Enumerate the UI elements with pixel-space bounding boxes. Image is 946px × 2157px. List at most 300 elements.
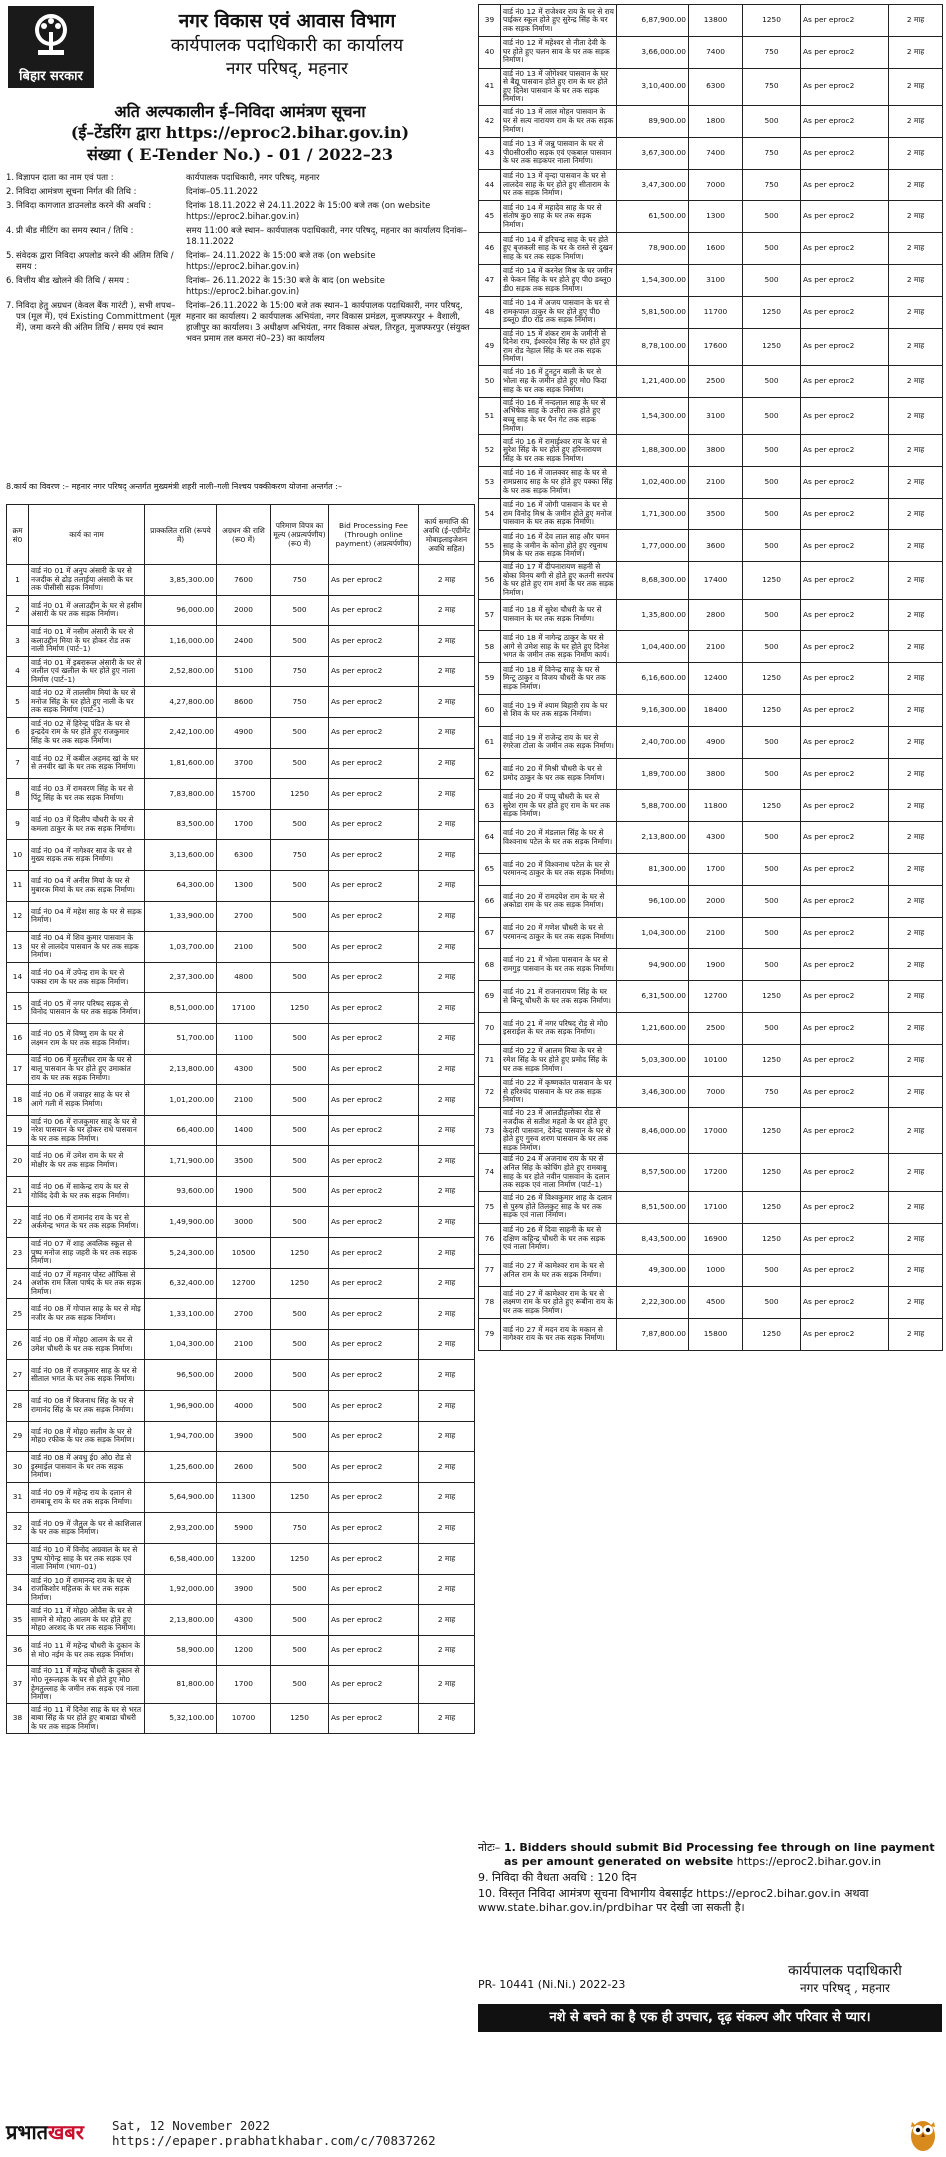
table-row — [479, 1076, 943, 1108]
cell-emd: 2500 — [689, 1013, 743, 1045]
cell-price: 500 — [743, 105, 801, 137]
cell-time: 2 माह — [889, 105, 943, 137]
cell-emd: 10100 — [689, 1044, 743, 1076]
cell-name: वार्ड नं0 11 में महेन्द्र चौधरी के दुकान के से मो0 नईम के घर तक सड़क निर्माण। — [29, 1635, 145, 1666]
cell-price: 1250 — [743, 1108, 801, 1154]
cell-price: 500 — [743, 466, 801, 498]
info-number: 7. — [6, 300, 14, 310]
table-row — [479, 1013, 943, 1045]
cell-emd: 3100 — [689, 397, 743, 434]
cell-name: वार्ड नं0 01 में अनुप अंसारी के घर से नजदीक से ढोड़ तलाईया अंसारी के घर तक पीसीसी सड़क निर्माण। — [29, 565, 145, 596]
cell-price: 500 — [271, 1146, 329, 1177]
footer-meta — [112, 2118, 436, 2148]
cell-name: वार्ड नं0 08 में अवधु ई0 ओ0 रोड से इस्माईल पासवान के घर तक सड़क निर्माण। — [29, 1452, 145, 1483]
cell-sl: 42 — [479, 105, 501, 137]
cell-sl: 32 — [7, 1513, 29, 1544]
cell-cost: 6,32,400.00 — [145, 1268, 217, 1299]
cell-bpf: As per eproc2 — [329, 1115, 419, 1146]
table-row — [479, 1108, 943, 1154]
cell-sl: 58 — [479, 631, 501, 663]
cell-name: वार्ड नं0 05 में नगर परिषद सड़क से विनोद पासवान के घर तक सड़क निर्माण। — [29, 993, 145, 1024]
info-value: दिनांक–05.11.2022 — [186, 186, 259, 196]
note-1-link[interactable]: https://eproc2.bihar.gov.in — [736, 1855, 882, 1868]
table-row — [7, 1329, 475, 1360]
cell-name: वार्ड नं0 16 में जोगी पासवान के घर से राम विनोद मिश्र के जमीन होते हुए मनोज पासवान के घर तक सड़क निर्माण। — [501, 498, 617, 530]
cell-price: 1250 — [743, 981, 801, 1013]
cell-name: वार्ड नं0 24 में अजनाथ राय के घर से अनिल सिंह के कोचिंग होते हुए रामबाबू साह के घर होते नवीन पासवान के दलान तक सड़क एवं नाला निर्माण (पार्ट–1) — [501, 1154, 617, 1191]
table-row — [7, 1115, 475, 1146]
cell-name: वार्ड नं0 27 में कामेश्वर राम के घर से लक्ष्मण राम के घर होते हुए रूबीना राय के घर तक सड़क निर्माण। — [501, 1287, 617, 1319]
cell-emd: 6300 — [689, 68, 743, 105]
cell-cost: 1,04,400.00 — [617, 631, 689, 663]
cell-cost: 64,300.00 — [145, 870, 217, 901]
cell-time: 2 माह — [889, 854, 943, 886]
cell-sl: 23 — [7, 1238, 29, 1269]
cell-bpf: As per eproc2 — [801, 201, 889, 233]
cell-price: 1250 — [743, 562, 801, 599]
table-row — [479, 68, 943, 105]
cell-emd: 7400 — [689, 36, 743, 68]
cell-name: वार्ड नं0 06 में जवाहर साह के घर से आगे गली में सड़क निर्माण। — [29, 1085, 145, 1116]
cell-emd: 2100 — [689, 466, 743, 498]
cell-sl: 31 — [7, 1482, 29, 1513]
cell-name: वार्ड नं0 20 में मिश्री चौधरी के घर से प्रमोद ठाकुर के घर तक सड़क निर्माण। — [501, 758, 617, 790]
cell-emd: 2000 — [217, 1360, 271, 1391]
cell-bpf: As per eproc2 — [801, 1287, 889, 1319]
note-1 — [478, 1841, 942, 1869]
cell-sl: 25 — [7, 1299, 29, 1330]
cell-name: वार्ड नं0 08 में मोह0 आलम के घर से उमेश चौधरी के घर तक सड़क निर्माण। — [29, 1329, 145, 1360]
cell-sl: 68 — [479, 949, 501, 981]
cell-emd: 2100 — [689, 917, 743, 949]
cell-cost: 5,88,700.00 — [617, 790, 689, 822]
cell-sl: 63 — [479, 790, 501, 822]
cell-cost: 1,71,300.00 — [617, 498, 689, 530]
cell-name: वार्ड नं0 12 में राजेश्वर राय के घर से राय पाईकर स्कूल होते हुए सुरेन्द्र सिंह के घर तक सड़क निर्माण। — [501, 5, 617, 37]
cell-sl: 26 — [7, 1329, 29, 1360]
cell-name: वार्ड नं0 10 में रामानन्द राय के घर से राजकिशोर महिलक के घर तक सड़क निर्माण। — [29, 1574, 145, 1605]
cell-bpf: As per eproc2 — [329, 1360, 419, 1391]
notice-title: अति अल्पकालीन ई–निविदा आमंत्रण सूचना — [114, 102, 366, 121]
cell-cost: 1,77,000.00 — [617, 530, 689, 562]
table-row — [7, 1513, 475, 1544]
table-row — [479, 466, 943, 498]
cell-time: 2 माह — [419, 1452, 475, 1483]
cell-time: 2 माह — [419, 748, 475, 779]
cell-cost: 1,01,200.00 — [145, 1085, 217, 1116]
cell-cost: 3,66,000.00 — [617, 36, 689, 68]
cell-bpf: As per eproc2 — [801, 397, 889, 434]
cell-price: 750 — [743, 68, 801, 105]
table-row — [479, 949, 943, 981]
cell-bpf: As per eproc2 — [329, 626, 419, 657]
info-row — [6, 250, 474, 272]
table-row — [7, 840, 475, 871]
cell-name: वार्ड नं0 10 में विनोद अग्रवाल के घर से पुष्प योगेन्द्र साह के घर तक सड़क एवं नाला निर्माण (भाग–01) — [29, 1544, 145, 1575]
cell-bpf: As per eproc2 — [329, 1023, 419, 1054]
cell-bpf: As per eproc2 — [801, 1154, 889, 1191]
cell-emd: 4300 — [217, 1605, 271, 1636]
cell-cost: 94,900.00 — [617, 949, 689, 981]
table-row — [7, 1023, 475, 1054]
cell-time: 2 माह — [889, 1044, 943, 1076]
table-row — [7, 809, 475, 840]
cell-sl: 40 — [479, 36, 501, 68]
cell-name: वार्ड नं0 20 में गणेश चौधरी के घर से परमानन्द ठाकुर के घर तक सड़क निर्माण। — [501, 917, 617, 949]
cell-bpf: As per eproc2 — [329, 1329, 419, 1360]
cell-price: 500 — [743, 530, 801, 562]
table-row — [479, 169, 943, 201]
cell-price: 500 — [743, 1013, 801, 1045]
table-row — [7, 962, 475, 993]
cell-emd: 5900 — [217, 1513, 271, 1544]
info-value: दिनांक– 26.11.2022 के 15:30 बजे के बाद (on website https://eproc2.bihar.gov.in) — [186, 275, 385, 296]
tender-notice-title — [6, 102, 474, 166]
cell-bpf: As per eproc2 — [801, 1191, 889, 1223]
signature-title: कार्यपालक पदाधिकारी — [788, 1963, 902, 1979]
cell-emd: 17000 — [689, 1108, 743, 1154]
cell-name: वार्ड नं0 20 में पप्पू चौधरी के घर से सुरेश राम के घर होते हुए राम के घर तक सड़क निर्माण। — [501, 790, 617, 822]
cell-bpf: As per eproc2 — [801, 726, 889, 758]
cell-sl: 49 — [479, 328, 501, 365]
cell-bpf: As per eproc2 — [329, 1054, 419, 1085]
cell-bpf: As per eproc2 — [329, 932, 419, 963]
table-row — [479, 1223, 943, 1255]
info-row — [6, 300, 474, 344]
cell-sl: 71 — [479, 1044, 501, 1076]
table-row — [479, 137, 943, 169]
cell-sl: 55 — [479, 530, 501, 562]
cell-sl: 45 — [479, 201, 501, 233]
cell-time: 2 माह — [419, 1360, 475, 1391]
col-sl: क्रम सं0 — [7, 505, 29, 565]
cell-name: वार्ड नं0 04 में उपेन्द्र राम के घर से पक्का राम के घर तक सड़क निर्माण। — [29, 962, 145, 993]
cell-emd: 2700 — [217, 901, 271, 932]
cell-name: वार्ड नं0 26 में दिवा साहनी के घर से दक्षिण कहिन्द्र चौधरी के घर तक सड़क एवं नाला निर्माण। — [501, 1223, 617, 1255]
cell-bpf: As per eproc2 — [329, 901, 419, 932]
cell-emd: 1700 — [217, 809, 271, 840]
cell-sl: 65 — [479, 854, 501, 886]
cell-name: वार्ड नं0 13 में लाल मोहन पासवान के घर से सत्य नारायण राम के घर तक सड़क निर्माण। — [501, 105, 617, 137]
cell-bpf: As per eproc2 — [329, 1299, 419, 1330]
note-1-body — [504, 1841, 942, 1869]
epaper-footer — [0, 2112, 946, 2157]
cell-time: 2 माह — [889, 365, 943, 397]
cell-time: 2 माह — [889, 169, 943, 201]
cell-cost: 1,33,900.00 — [145, 901, 217, 932]
cell-sl: 38 — [7, 1703, 29, 1734]
cell-sl: 43 — [479, 137, 501, 169]
cell-time: 2 माह — [889, 435, 943, 467]
cell-name: वार्ड नं0 23 में आलडीहलोका रोड से नजदीक से सतीश महतो के घर होते हुए केदारी पासवान, देवेन्द्र पासवान के घर से होते हुए गुरुव शरण पासवान के घर तक सड़क निर्माण। — [501, 1108, 617, 1154]
cell-name: वार्ड नं0 14 में करनेश मिश्र के घर जमीन से फेकन सिंह के घर होते हुए पी0 डब्लू0 डी0 सड़क तक सड़क निर्माण। — [501, 264, 617, 296]
cell-cost: 96,000.00 — [145, 595, 217, 626]
cell-name: वार्ड नं0 11 में महेन्द्र चौधरी के दुकान से मो0 नूरूलहक के घर से होते हुए मो0 हेमतुल्लाह के जमीन तक सड़क एवं नाला निर्माण। — [29, 1666, 145, 1703]
cell-name: वार्ड नं0 15 में शंकर राम के जमीनी से दिनेश राय, ईश्वरदेव सिंह के घर होते हुए राम रोड नेहाल सिंह के घर तक सड़क निर्माण। — [501, 328, 617, 365]
info-label: वित्तीय बीड खोलने की तिथि / समय : — [16, 275, 130, 285]
table-row — [7, 1544, 475, 1575]
cell-price: 500 — [743, 917, 801, 949]
cell-price: 1250 — [743, 1044, 801, 1076]
cell-name: वार्ड नं0 08 में गोपाल साह के घर से मोइ नजीर के घर तक सड़क निर्माण। — [29, 1299, 145, 1330]
cell-cost: 2,40,700.00 — [617, 726, 689, 758]
cell-price: 750 — [743, 169, 801, 201]
cell-time: 2 माह — [889, 530, 943, 562]
cell-emd: 3800 — [689, 758, 743, 790]
cell-emd: 16900 — [689, 1223, 743, 1255]
table-row — [7, 1085, 475, 1116]
cell-bpf: As per eproc2 — [801, 365, 889, 397]
cell-sl: 44 — [479, 169, 501, 201]
cell-price: 500 — [271, 932, 329, 963]
cell-bpf: As per eproc2 — [801, 758, 889, 790]
cell-price: 500 — [743, 435, 801, 467]
cell-cost: 8,43,500.00 — [617, 1223, 689, 1255]
cell-time: 2 माह — [419, 809, 475, 840]
cell-bpf: As per eproc2 — [801, 949, 889, 981]
cell-cost: 58,900.00 — [145, 1635, 217, 1666]
cell-price: 500 — [271, 1023, 329, 1054]
cell-emd: 17100 — [689, 1191, 743, 1223]
cell-emd: 1900 — [689, 949, 743, 981]
cell-sl: 1 — [7, 565, 29, 596]
cell-sl: 12 — [7, 901, 29, 932]
cell-time: 2 माह — [889, 1223, 943, 1255]
cell-price: 1250 — [743, 5, 801, 37]
cell-sl: 19 — [7, 1115, 29, 1146]
cell-cost: 3,13,600.00 — [145, 840, 217, 871]
cell-time: 2 माह — [419, 1238, 475, 1269]
cell-cost: 49,300.00 — [617, 1255, 689, 1287]
cell-sl: 46 — [479, 233, 501, 265]
cell-sl: 67 — [479, 917, 501, 949]
cell-time: 2 माह — [419, 1054, 475, 1085]
cell-cost: 2,42,100.00 — [145, 717, 217, 748]
cell-sl: 18 — [7, 1085, 29, 1116]
cell-sl: 41 — [479, 68, 501, 105]
table-row — [7, 1703, 475, 1734]
cell-bpf: As per eproc2 — [801, 435, 889, 467]
cell-emd: 2100 — [689, 631, 743, 663]
info-number: 5. — [6, 250, 14, 260]
cell-bpf: As per eproc2 — [801, 663, 889, 695]
cell-name: वार्ड नं0 22 में आलम मिया के घर से रमेश सिंह के घर होते हुए प्रमोद सिंह के घर तक सड़क निर्माण। — [501, 1044, 617, 1076]
cell-time: 2 माह — [889, 949, 943, 981]
cell-bpf: As per eproc2 — [329, 1513, 419, 1544]
cell-cost: 3,47,300.00 — [617, 169, 689, 201]
cell-emd: 1600 — [689, 233, 743, 265]
signature-place: नगर परिषद् , महनार — [800, 1981, 890, 1995]
cell-price: 750 — [743, 1076, 801, 1108]
table-row — [7, 1482, 475, 1513]
prabhat-khabar-logo[interactable] — [6, 2118, 84, 2145]
cell-name: वार्ड नं0 01 में नसीम अंसारी के घर से कलाउद्दीन मिया के घर होकर रोड तक नाली निर्माण (पार्ट–1) — [29, 626, 145, 657]
table-row — [7, 1360, 475, 1391]
info-value: दिनांक–26.11.2022 के 15:00 बजे तक स्थान–1 कार्यपालक पदाधिकारी, नगर परिषद्, महनार का कार्यालय। 2 कार्यपालक अभियंता, नगर विकास प्रमंडल, मुजफ्फरपुर + वैशाली, हाजीपुर का कार्यालय। 3 अधीक्षण अभियंता, नगर विकास अंचल, तिरहुत, मुजफ्फरपुर (संयुक्त भवन प्रमाम तल कमरा नं0–23) का कार्यालय — [186, 300, 470, 343]
cell-price: 500 — [271, 1299, 329, 1330]
cell-emd: 2000 — [689, 885, 743, 917]
cell-time: 2 माह — [889, 1191, 943, 1223]
cell-name: वार्ड नं0 14 में हरिचन्द्र साह के घर होते हुए बृजकली साह के घर के रास्ते से दुखन साह के घर तक सड़क निर्माण। — [501, 233, 617, 265]
cell-time: 2 माह — [419, 717, 475, 748]
cell-emd: 10500 — [217, 1238, 271, 1269]
col-time: कार्य समाप्ति की अवधि (ई–एग्रीमेंट मोबाइलाइजेशन अवधि सहित) — [419, 505, 475, 565]
cell-time: 2 माह — [419, 1605, 475, 1636]
info-label: प्री बीड मीटिंग का समय स्थान / तिथि : — [16, 225, 134, 235]
table-row — [7, 1452, 475, 1483]
cell-cost: 6,31,500.00 — [617, 981, 689, 1013]
cell-cost: 5,03,300.00 — [617, 1044, 689, 1076]
cell-price: 500 — [271, 1085, 329, 1116]
table-row — [479, 695, 943, 727]
cell-emd: 2500 — [689, 365, 743, 397]
info-row — [6, 172, 474, 183]
cell-name: वार्ड नं0 06 में उमेश राम के घर से मोक्षीर के घर तक सड़क निर्माण। — [29, 1146, 145, 1177]
cell-price: 750 — [271, 1513, 329, 1544]
table-row — [7, 993, 475, 1024]
cell-name: वार्ड नं0 04 में महेश साह के घर से सड़क निर्माण। — [29, 901, 145, 932]
table-row — [7, 748, 475, 779]
cell-price: 500 — [743, 233, 801, 265]
cell-sl: 7 — [7, 748, 29, 779]
cell-cost: 1,04,300.00 — [617, 917, 689, 949]
cell-sl: 21 — [7, 1176, 29, 1207]
cell-emd: 1800 — [689, 105, 743, 137]
cell-time: 2 माह — [889, 663, 943, 695]
logo-caption: बिहार सरकार — [19, 69, 83, 84]
table-row — [479, 296, 943, 328]
cell-bpf: As per eproc2 — [329, 595, 419, 626]
cell-price: 750 — [271, 840, 329, 871]
note-10 — [478, 1887, 942, 1915]
cell-cost: 78,900.00 — [617, 233, 689, 265]
cell-name: वार्ड नं0 04 में शिव कुमार पासवान के घर से लालदेव पासवान के घर तक सड़क निर्माण। — [29, 932, 145, 963]
info-row — [6, 200, 474, 222]
info-row — [6, 225, 474, 247]
cell-time: 2 माह — [419, 1115, 475, 1146]
cell-price: 1250 — [271, 1544, 329, 1575]
footer-date: Sat, 12 November 2022 — [112, 2118, 271, 2133]
table-row — [7, 870, 475, 901]
office-name: कार्यपालक पदाधिकारी का कार्यालय — [170, 35, 404, 56]
cell-emd: 6300 — [217, 840, 271, 871]
cell-name: वार्ड नं0 13 में वृन्दा पासवान के घर से लालदेव साह के घर होते हुए सीताराम के घर तक सड़क निर्माण। — [501, 169, 617, 201]
cell-emd: 2100 — [217, 1085, 271, 1116]
cell-emd: 1200 — [217, 1635, 271, 1666]
cell-time: 2 माह — [889, 137, 943, 169]
cell-sl: 53 — [479, 466, 501, 498]
cell-name: वार्ड नं0 20 में रामदयेश राम के घर से अकोडा राम के घर तक सड़क निर्माण। — [501, 885, 617, 917]
cell-emd: 3900 — [217, 1421, 271, 1452]
cell-cost: 1,54,300.00 — [617, 264, 689, 296]
cell-emd: 3500 — [689, 498, 743, 530]
col-bpf: Bid Processing Fee (Through online payment) (अप्रत्यर्पणीय) — [329, 505, 419, 565]
cell-cost: 5,81,500.00 — [617, 296, 689, 328]
info-label: निविदा कागजात डाउनलोड करने की अवधि : — [16, 200, 152, 210]
cell-sl: 28 — [7, 1391, 29, 1422]
cell-bpf: As per eproc2 — [801, 264, 889, 296]
cell-name: वार्ड नं0 12 में महेश्वर से नीता देवी के घर होते हुए चलन साव के घर तक सड़क निर्माण। — [501, 36, 617, 68]
table-row — [479, 854, 943, 886]
cell-emd: 15800 — [689, 1318, 743, 1350]
table-row — [7, 656, 475, 687]
cell-emd: 3600 — [689, 530, 743, 562]
cell-bpf: As per eproc2 — [329, 1452, 419, 1483]
cell-cost: 1,96,900.00 — [145, 1391, 217, 1422]
table-row — [479, 530, 943, 562]
table-row — [7, 779, 475, 810]
cell-cost: 7,83,800.00 — [145, 779, 217, 810]
cell-time: 2 माह — [889, 790, 943, 822]
office-place: नगर परिषद्, महनार — [225, 59, 349, 79]
cell-price: 500 — [743, 1287, 801, 1319]
table-row — [479, 498, 943, 530]
cell-price: 1250 — [743, 328, 801, 365]
cell-bpf: As per eproc2 — [329, 1666, 419, 1703]
cell-emd: 11800 — [689, 790, 743, 822]
cell-cost: 1,21,600.00 — [617, 1013, 689, 1045]
cell-emd: 1400 — [217, 1115, 271, 1146]
cell-emd: 1900 — [217, 1176, 271, 1207]
note-head: नोटः– — [478, 1841, 501, 1854]
note-1-number: 1. — [504, 1841, 516, 1854]
cell-price: 1250 — [743, 1318, 801, 1350]
cell-price: 500 — [271, 1452, 329, 1483]
cell-bpf: As per eproc2 — [329, 1085, 419, 1116]
footer-url[interactable]: https://epaper.prabhatkhabar.com/c/70837262 — [112, 2133, 436, 2148]
cell-name: वार्ड नं0 14 में महादेव साह के घर से संतोष कु0 साह के घर तक सड़क निर्माण। — [501, 201, 617, 233]
table-row — [479, 631, 943, 663]
cell-bpf: As per eproc2 — [801, 790, 889, 822]
cell-time: 2 माह — [889, 264, 943, 296]
cell-price: 500 — [271, 1207, 329, 1238]
cell-name: वार्ड नं0 16 में जालक्वर साह के घर से रामप्रसाद साह के घर होते हुए पक्का सिंह के घर तक सड़क निर्माण। — [501, 466, 617, 498]
cell-sl: 24 — [7, 1268, 29, 1299]
cell-name: वार्ड नं0 16 में नन्दलाल साह के घर से अभिषेक साह के उत्तीरा तक होते हुए बच्चू साह के घर पैन गेट तक सड़क निर्माण। — [501, 397, 617, 434]
cell-bpf: As per eproc2 — [801, 981, 889, 1013]
table-row — [479, 1191, 943, 1223]
cell-name: वार्ड नं0 20 में मंडलाल सिंह के घर से विश्वनाथ पटेल के घर तक सड़क निर्माण। — [501, 822, 617, 854]
cell-cost: 6,16,600.00 — [617, 663, 689, 695]
cell-bpf: As per eproc2 — [329, 717, 419, 748]
note-9 — [478, 1871, 942, 1885]
anti-drug-slogan: नशे से बचने का है एक ही उपचार, दृढ़ संकल्प और परिवार से प्यार। — [478, 2004, 942, 2032]
cell-sl: 48 — [479, 296, 501, 328]
table-row — [479, 435, 943, 467]
cell-price: 1250 — [743, 1154, 801, 1191]
cell-name: वार्ड नं0 13 में जोगेश्वर पासवान के घर से बैद्यू पासवान होते हुए राम के घर होते हुए दिनेश पासवान के घर तक सड़क निर्माण। — [501, 68, 617, 105]
cell-emd: 3900 — [217, 1574, 271, 1605]
cell-price: 500 — [271, 1115, 329, 1146]
cell-bpf: As per eproc2 — [801, 36, 889, 68]
cell-bpf: As per eproc2 — [801, 328, 889, 365]
cell-emd: 4900 — [217, 717, 271, 748]
cell-time: 2 माह — [419, 687, 475, 718]
col-cost: प्राक्कलित राशि (रूपये में) — [145, 505, 217, 565]
notice-number: संख्या ( E-Tender No.) - 01 / 2022–23 — [86, 145, 394, 164]
cell-price: 500 — [743, 599, 801, 631]
cell-time: 2 माह — [419, 840, 475, 871]
cell-emd: 2600 — [217, 1452, 271, 1483]
cell-name: वार्ड नं0 06 में राजकुमार साह के घर से नरेश पासवान के घर होकर राधे पासवान के घर तक सड़क निर्माण। — [29, 1115, 145, 1146]
cell-price: 750 — [271, 565, 329, 596]
cell-time: 2 माह — [889, 328, 943, 365]
cell-bpf: As per eproc2 — [329, 565, 419, 596]
cell-name: वार्ड नं0 02 में तालसीम मियां के घर से मनोज सिंह के घर होते हुए नाली के घर तक सड़क निर्माण (पार्ट–1) — [29, 687, 145, 718]
cell-time: 2 माह — [889, 1076, 943, 1108]
table-row — [7, 1299, 475, 1330]
cell-time: 2 माह — [419, 595, 475, 626]
